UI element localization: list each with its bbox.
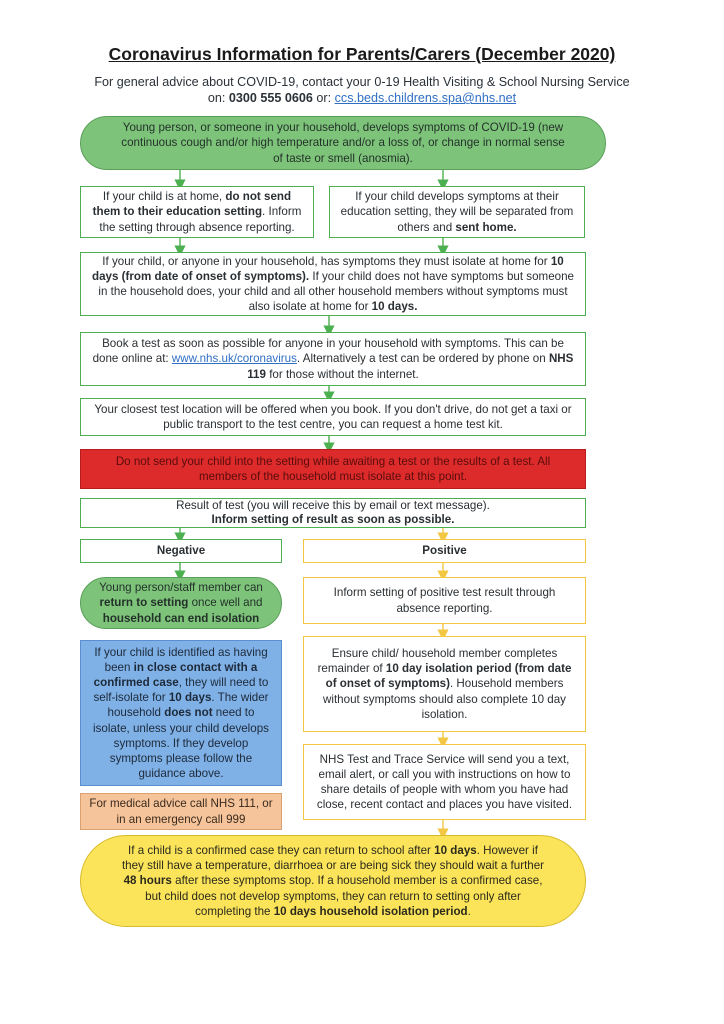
close-contact-bold-2: 10 days <box>168 691 212 705</box>
final-text-1: If a child is a confirmed case they can return to school after <box>128 843 431 857</box>
book-test-box <box>80 332 586 386</box>
close-contact-text-4: need to isolate, unless your child develops symptoms. If they develop symptoms please follow the guidance above. <box>93 706 269 781</box>
at-home-box <box>80 186 314 238</box>
medical-advice-box <box>80 793 282 830</box>
return-oval <box>80 577 282 629</box>
final-bold-3: 10 days household isolation period <box>273 904 468 918</box>
positive-label: Positive <box>422 544 467 558</box>
final-bold-2: 48 hours <box>123 874 172 888</box>
close-contact-box <box>80 640 282 786</box>
book-test-bold: NHS 119 <box>247 352 574 381</box>
result-bold: Inform setting of result as soon as possible. <box>211 513 455 526</box>
positive-box <box>303 539 586 563</box>
at-setting-text: If your child develops symptoms at their education setting, they will be separated from others and <box>340 190 574 234</box>
test-location-text: Your closest test location will be offered when you book. If you don't drive, do not get a taxi or public transport to the test centre, you can request a home test kit. <box>94 402 572 431</box>
negative-label: Negative <box>156 544 206 558</box>
red-warning-text: Do not send your child into the setting while awaiting a test or the results of a test. All members of the household must isolate at this point. <box>115 454 551 483</box>
close-contact-bold-1: in close contact with a confirmed case <box>93 660 258 689</box>
intro-or-label: or: <box>316 91 332 105</box>
close-contact-text-3: . The wider household <box>107 691 269 720</box>
final-oval <box>80 835 586 927</box>
return-text-2: once well and <box>191 596 263 610</box>
at-setting-bold: sent home. <box>455 220 517 234</box>
intro-email-link[interactable]: ccs.beds.childrens.spa@nhs.net <box>334 91 517 105</box>
symptoms-text: Young person, or someone in your household, develops symptoms of COVID-19 (new continuous cough and/or high temperature and/or a loss of, or change in normal sense of taste or smell (anosmia). <box>121 121 565 165</box>
at-home-text-2: . Inform the setting through absence reporting. <box>99 205 302 234</box>
test-trace-box <box>303 744 586 820</box>
complete-isolation-bold: 10 day isolation period (from date of onset of symptoms) <box>325 662 572 691</box>
isolate-text-2: If your child does not have symptoms but someone in the household does, your child and all other household members without symptoms must also isolate at home for <box>98 269 574 314</box>
at-setting-box <box>329 186 585 238</box>
book-test-text-1: Book a test as soon as possible for anyone in your household with symptoms. This can be done online at: <box>92 337 564 366</box>
isolate-box <box>80 252 586 316</box>
isolate-bold-2: 10 days. <box>371 300 418 314</box>
intro-phone: 0300 555 0606 <box>228 91 313 105</box>
close-contact-text-2: , they will need to self-isolate for <box>93 675 269 705</box>
result-text: Result of test (you will receive this by email or text message). <box>176 498 490 512</box>
negative-box <box>80 539 282 563</box>
red-warning-box <box>80 449 586 489</box>
return-text-1: Young person/staff member can <box>99 581 263 595</box>
at-home-bold: do not send them to their education setting <box>92 190 292 219</box>
medical-advice-text: For medical advice call NHS 111, or in an emergency call 999 <box>89 797 273 826</box>
return-bold-2: household can end isolation <box>102 611 260 625</box>
coronavirus-link[interactable]: www.nhs.uk/coronavirus <box>171 352 297 366</box>
complete-isolation-text-2: . Household members without symptoms should also complete 10 day isolation. <box>323 677 566 721</box>
result-box <box>80 498 586 528</box>
isolate-bold-1: 10 days (from date of onset of symptoms). <box>92 254 564 283</box>
close-contact-text-1: If your child is identified as having been <box>94 645 268 674</box>
final-text-4: . <box>467 904 471 918</box>
intro-on-label: on: <box>207 91 226 105</box>
intro-line: For general advice about COVID-19, contact your 0-19 Health Visiting & School Nursing Service <box>94 75 630 89</box>
intro-text <box>60 74 664 106</box>
final-text-2: . However if they still have a temperature, diarrhoea or are being sick they should wait a further <box>121 843 545 873</box>
inform-positive-text: Inform setting of positive test result through absence reporting. <box>333 586 556 615</box>
at-home-text-1: If your child is at home, <box>102 190 223 204</box>
inform-positive-box <box>303 577 586 624</box>
book-test-text-2: . Alternatively a test can be ordered by phone on <box>296 352 546 366</box>
final-text-3: after these symptoms stop. If a household member is a confirmed case, but child does not develop symptoms, they can return to setting only after completing the <box>145 874 543 918</box>
isolate-text-1: If your child, or anyone in your household, has symptoms they must isolate at home for <box>102 254 548 268</box>
test-trace-text: NHS Test and Trace Service will send you a text, email alert, or call you with instructions on how to share details of people with whom you have had close, recent contact and places you have visited. <box>316 752 573 812</box>
final-bold-1: 10 days <box>434 843 477 857</box>
book-test-text-3: for those without the internet. <box>269 367 419 381</box>
close-contact-bold-3: does not <box>164 706 213 720</box>
test-location-box <box>80 398 586 436</box>
complete-isolation-box <box>303 636 586 732</box>
page-title: Coronavirus Information for Parents/Carers (December 2020) <box>108 44 616 64</box>
complete-isolation-text-1: Ensure child/ household member completes remainder of <box>317 646 558 676</box>
return-bold-1: return to setting <box>99 596 189 610</box>
symptoms-oval <box>80 116 606 170</box>
